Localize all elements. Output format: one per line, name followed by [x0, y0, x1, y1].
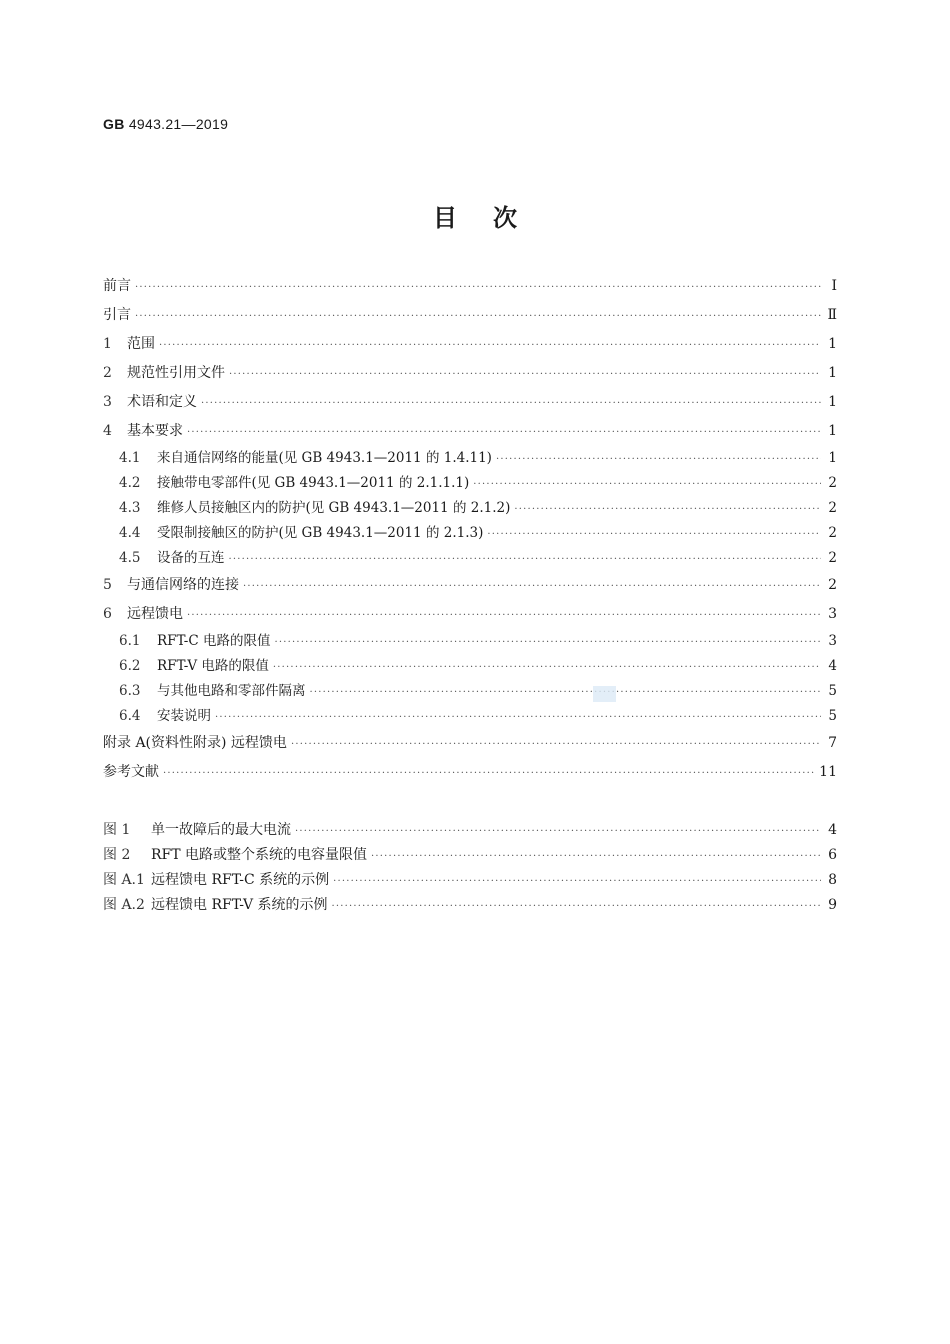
- page-number: 3: [828, 633, 837, 649]
- entry-number: 图 1: [103, 822, 131, 838]
- page-number: 9: [828, 897, 837, 913]
- page-number: 5: [828, 683, 837, 699]
- dot-leader: [332, 894, 821, 919]
- dot-leader: [291, 730, 821, 759]
- figure-list: [103, 818, 837, 918]
- entry-number: 4.2: [119, 475, 141, 491]
- dot-leader: [135, 273, 821, 302]
- page-number: 3: [828, 606, 837, 622]
- toc-entry[interactable]: [103, 679, 837, 704]
- entry-number: 4.4: [119, 525, 141, 541]
- page-number: 8: [828, 872, 837, 888]
- toc-entries: [103, 272, 837, 787]
- section-gap: [103, 787, 837, 818]
- dot-leader: [310, 680, 822, 705]
- entry-number: 4.1: [119, 450, 141, 466]
- page-number: 1: [828, 365, 837, 381]
- page-number: 4: [828, 658, 837, 674]
- toc-entry[interactable]: [103, 359, 837, 388]
- dot-leader: [187, 418, 821, 447]
- entry-number: 6.4: [119, 708, 141, 724]
- dot-leader: [159, 331, 821, 360]
- page-number: 1: [828, 336, 837, 352]
- toc-entry[interactable]: [103, 330, 837, 359]
- toc-entry[interactable]: [103, 600, 837, 629]
- dot-leader: [243, 572, 821, 601]
- table-of-contents: [103, 272, 837, 918]
- toc-entry[interactable]: [103, 704, 837, 729]
- dot-leader: [473, 472, 821, 497]
- entry-title: 与通信网络的连接: [127, 577, 239, 593]
- entry-title: 远程馈电: [127, 606, 183, 622]
- entry-number: 图 2: [103, 847, 131, 863]
- entry-title: 来自通信网络的能量(见 GB 4943.1—2011 的 1.4.11): [157, 450, 492, 466]
- entry-title: 规范性引用文件: [127, 365, 225, 381]
- entry-number: 6.2: [119, 658, 141, 674]
- page-number: 6: [828, 847, 837, 863]
- toc-entry[interactable]: [103, 471, 837, 496]
- entry-number: 5: [103, 577, 112, 593]
- dot-leader: [487, 522, 821, 547]
- entry-title: 前言: [103, 278, 131, 294]
- entry-number: 4.3: [119, 500, 141, 516]
- figure-entry[interactable]: [103, 843, 837, 868]
- entry-title: RFT-C 电路的限值: [157, 633, 271, 649]
- toc-entry[interactable]: [103, 546, 837, 571]
- dot-leader: [163, 759, 815, 788]
- dot-leader: [229, 547, 822, 572]
- figure-entry[interactable]: [103, 868, 837, 893]
- entry-number: 图 A.1: [103, 872, 145, 888]
- page-number: 7: [828, 735, 837, 751]
- dot-leader: [201, 389, 821, 418]
- toc-entry[interactable]: [103, 301, 837, 330]
- toc-entry[interactable]: [103, 654, 837, 679]
- entry-number: 4: [103, 423, 112, 439]
- page-number: 2: [828, 550, 837, 566]
- entry-number: 4.5: [119, 550, 141, 566]
- dot-leader: [295, 819, 821, 844]
- toc-entry[interactable]: [103, 417, 837, 446]
- page-number: 2: [828, 525, 837, 541]
- entry-number: 图 A.2: [103, 897, 145, 913]
- page-number: 5: [828, 708, 837, 724]
- entry-title: 受限制接触区的防护(见 GB 4943.1—2011 的 2.1.3): [157, 525, 484, 541]
- entry-title: 范围: [127, 336, 155, 352]
- entry-title: RFT-V 电路的限值: [157, 658, 269, 674]
- entry-number: 2: [103, 365, 112, 381]
- dot-leader: [333, 869, 821, 894]
- dot-leader: [215, 705, 821, 730]
- page-number: Ⅰ: [831, 278, 837, 294]
- page-number: 11: [819, 764, 837, 780]
- toc-entry[interactable]: [103, 758, 837, 787]
- entry-title: 维修人员接触区内的防护(见 GB 4943.1—2011 的 2.1.2): [157, 500, 511, 516]
- entry-title: 术语和定义: [127, 394, 197, 410]
- toc-entry[interactable]: [103, 729, 837, 758]
- entry-title: 与其他电路和零部件隔离: [157, 683, 306, 699]
- entry-number: 3: [103, 394, 112, 410]
- standard-code: [103, 116, 228, 132]
- entry-number: 6.1: [119, 633, 141, 649]
- dot-leader: [514, 497, 821, 522]
- entry-title: 基本要求: [127, 423, 183, 439]
- page-number: 4: [828, 822, 837, 838]
- page-number: 1: [828, 394, 837, 410]
- dot-leader: [135, 302, 821, 331]
- entry-title: RFT 电路或整个系统的电容量限值: [151, 847, 368, 863]
- figure-entry[interactable]: [103, 893, 837, 918]
- toc-entry[interactable]: [103, 388, 837, 417]
- dot-leader: [496, 447, 821, 472]
- entry-title: 参考文献: [103, 764, 159, 780]
- page-number: 1: [828, 423, 837, 439]
- toc-entry[interactable]: [103, 571, 837, 600]
- entry-title: 接触带电零部件(见 GB 4943.1—2011 的 2.1.1.1): [157, 475, 470, 491]
- toc-entry[interactable]: [103, 272, 837, 301]
- entry-title: 单一故障后的最大电流: [151, 822, 291, 838]
- entry-number: 1: [103, 336, 112, 352]
- toc-entry[interactable]: [103, 521, 837, 546]
- page-number: 2: [828, 577, 837, 593]
- standard-prefix: GB: [103, 116, 125, 132]
- dot-leader: [187, 601, 821, 630]
- entry-number: 6: [103, 606, 112, 622]
- page-number: 2: [828, 475, 837, 491]
- dot-leader: [274, 630, 821, 655]
- dot-leader: [229, 360, 821, 389]
- entry-title: 附录 A(资料性附录) 远程馈电: [103, 735, 287, 751]
- entry-title: 引言: [103, 307, 131, 323]
- toc-entry[interactable]: [103, 446, 837, 471]
- entry-title: 远程馈电 RFT-V 系统的示例: [151, 897, 328, 913]
- figure-entry[interactable]: [103, 818, 837, 843]
- entry-title: 远程馈电 RFT-C 系统的示例: [151, 872, 330, 888]
- dot-leader: [273, 655, 821, 680]
- toc-entry[interactable]: [103, 496, 837, 521]
- standard-number: 4943.21—2019: [128, 116, 229, 132]
- entry-number: 6.3: [119, 683, 141, 699]
- page-number: 2: [828, 500, 837, 516]
- toc-entry[interactable]: [103, 629, 837, 654]
- dot-leader: [371, 844, 821, 869]
- entry-title: 设备的互连: [157, 550, 225, 566]
- entry-title: 安装说明: [157, 708, 211, 724]
- page-title: 目次: [433, 204, 553, 232]
- page-number: Ⅱ: [827, 307, 837, 323]
- highlight-mark: [593, 686, 616, 702]
- page-number: 1: [828, 450, 837, 466]
